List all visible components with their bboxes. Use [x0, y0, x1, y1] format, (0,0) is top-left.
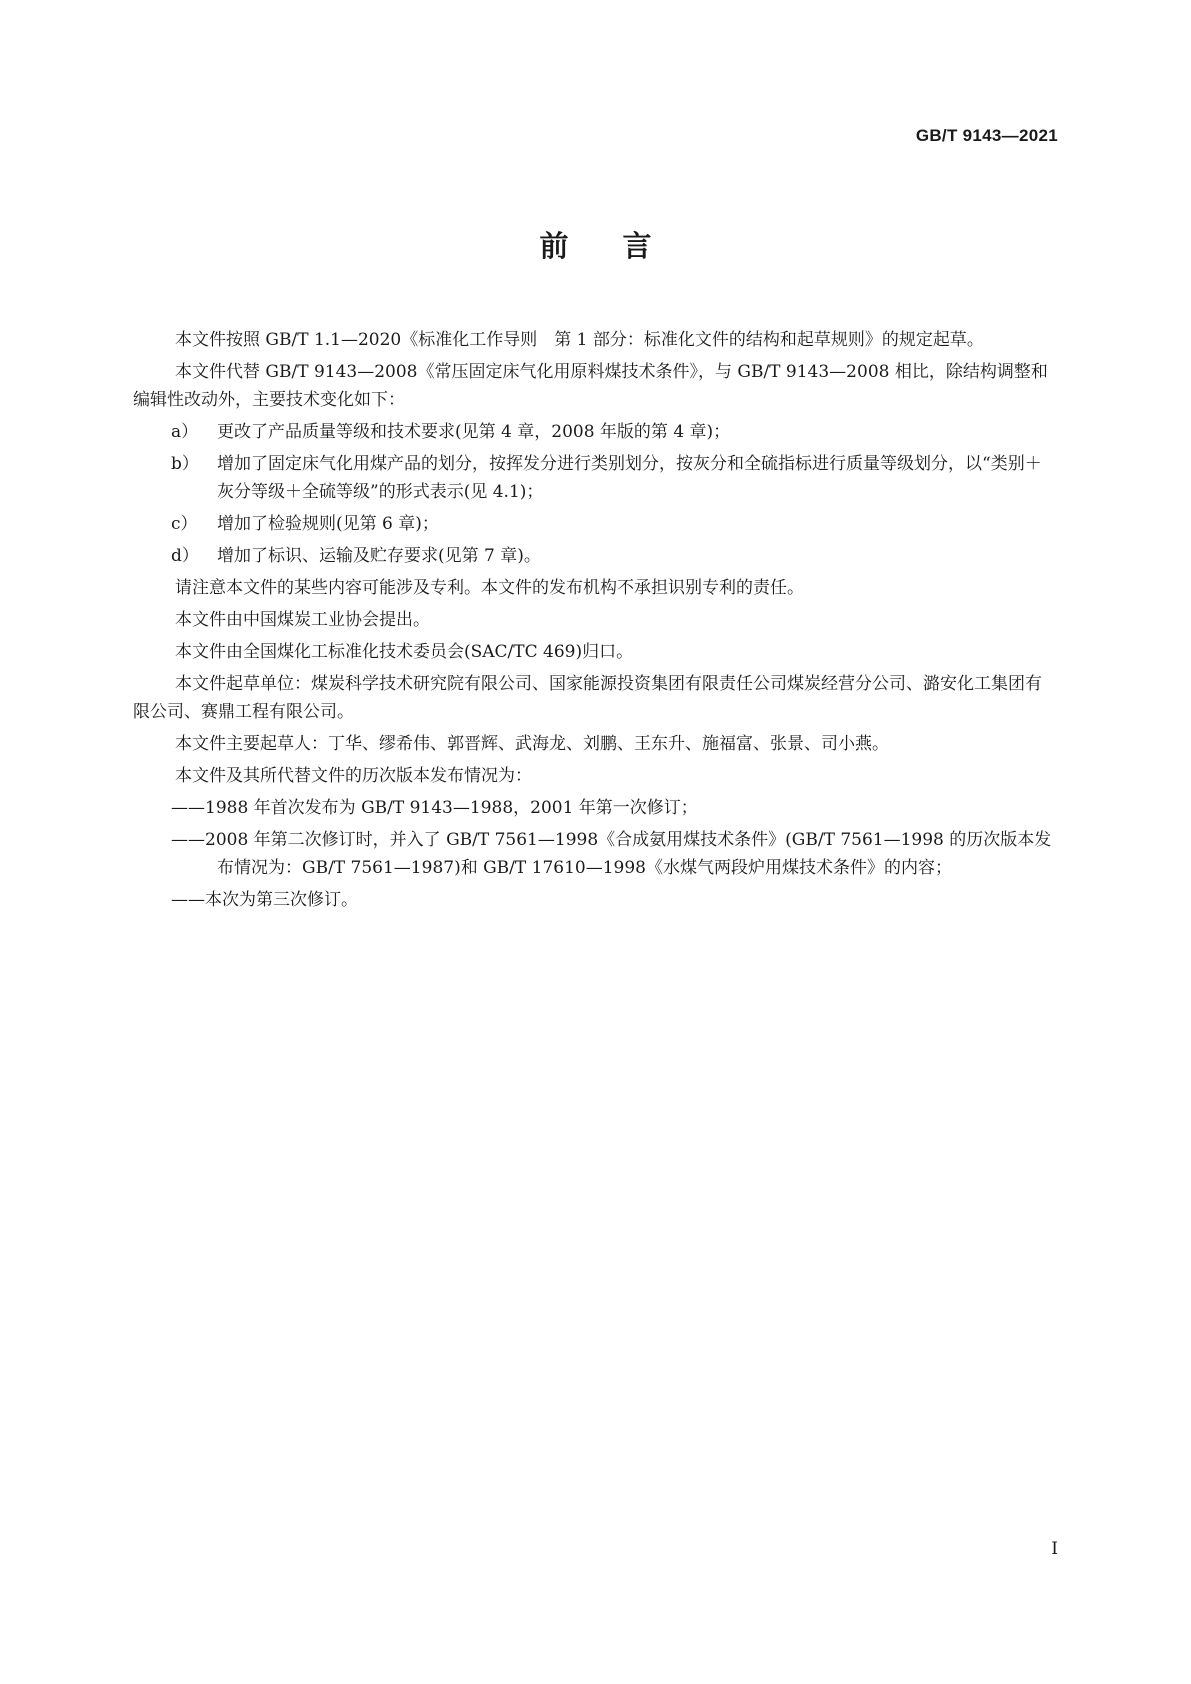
paragraph-history-intro: 本文件及其所代替文件的历次版本发布情况为： [175, 766, 532, 786]
paragraph-patent-notice: 请注意本文件的某些内容可能涉及专利。本文件的发布机构不承担识别专利的责任。 [175, 578, 804, 598]
paragraph-replacement: 本文件代替 GB/T 9143—2008《常压固定床气化用原料煤技术条件》，与 GB/T 9143—2008 相比，除结构调整和编辑性改动外，主要技术变化如下： [133, 362, 1048, 410]
list-item-text: 增加了固定床气化用煤产品的划分，按挥发分进行类别划分，按灰分和全硫指标进行质量等级划分，以“类别＋灰分等级＋全硫等级”的形式表示(见 4.1)； [217, 454, 1042, 502]
paragraph-drafting-units: 本文件起草单位：煤炭科学技术研究院有限公司、国家能源投资集团有限责任公司煤炭经营分公司、潞安化工集团有限公司、赛鼎工程有限公司。 [133, 674, 1042, 722]
history-item: ——本次为第三次修订。 [171, 890, 358, 910]
history-item: ——2008 年第二次修订时，并入了 GB/T 7561—1998《合成氨用煤技术条件》(GB/T 7561—1998 的历次版本发布情况为：GB/T 7561—1987)和 GB/T 17610—1998《水煤气两段炉用煤技术条件》的内容； [171, 830, 1052, 878]
foreword-body [133, 326, 1057, 918]
page-title: 前言 [539, 229, 706, 263]
page-number: I [1051, 1539, 1058, 1559]
list-item [133, 450, 1057, 506]
list-marker: c） [171, 514, 198, 534]
list-item [133, 418, 1057, 446]
paragraph-committee: 本文件由全国煤化工标准化技术委员会(SAC/TC 469)归口。 [175, 642, 634, 662]
list-item [133, 510, 1057, 538]
list-marker: b） [171, 454, 199, 474]
list-item-text: 更改了产品质量等级和技术要求(见第 4 章，2008 年版的第 4 章)； [217, 422, 731, 442]
history-item: ——1988 年首次发布为 GB/T 9143—1988，2001 年第一次修订； [171, 798, 698, 818]
list-item-text: 增加了标识、运输及贮存要求(见第 7 章)。 [217, 546, 541, 566]
list-item-text: 增加了检验规则(见第 6 章)； [217, 514, 439, 534]
paragraph-basis: 本文件按照 GB/T 1.1—2020《标准化工作导则 第 1 部分：标准化文件的结构和起草规则》的规定起草。 [175, 330, 984, 350]
paragraph-proposer: 本文件由中国煤炭工业协会提出。 [175, 610, 430, 630]
list-marker: d） [171, 546, 199, 566]
standard-code: GB/T 9143—2021 [915, 126, 1058, 145]
paragraph-drafters: 本文件主要起草人：丁华、缪希伟、郭晋辉、武海龙、刘鹏、王东升、施福富、张景、司小燕。 [175, 734, 889, 754]
list-item [133, 542, 1057, 570]
list-marker: a） [171, 422, 199, 442]
